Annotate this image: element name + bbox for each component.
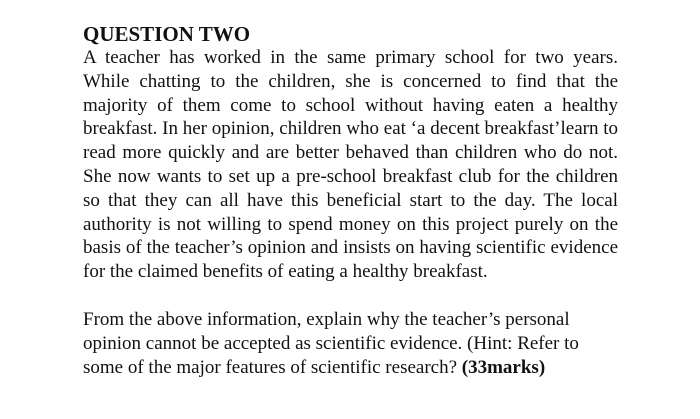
marks-label: (33marks) <box>461 356 546 378</box>
question-prompt-paragraph <box>83 308 618 379</box>
question-document <box>83 22 618 379</box>
question-prompt-text: From the above information, explain why the teacher’s personal opinion cannot be accepted as scientific evidence. (Hint: Refer to some of the major features of scientific research? <box>83 308 579 378</box>
scenario-paragraph: A teacher has worked in the same primary school for two years. While chatting to the children, she is concerned to find that the majority of them come to school without having eaten a healthy breakfast. In her opinion, children who eat ‘a decent breakfast’learn to read more quickly and are better behaved than children who do not. She now wants to set up a pre-school breakfast club for the children so that they can all have this beneficial start to the day. The local authority is not willing to spend money on this project purely on the basis of the teacher’s opinion and insists on having scientific evidence for the claimed benefits of eating a healthy breakfast. <box>83 47 618 283</box>
question-heading: QUESTION TWO <box>83 22 251 46</box>
